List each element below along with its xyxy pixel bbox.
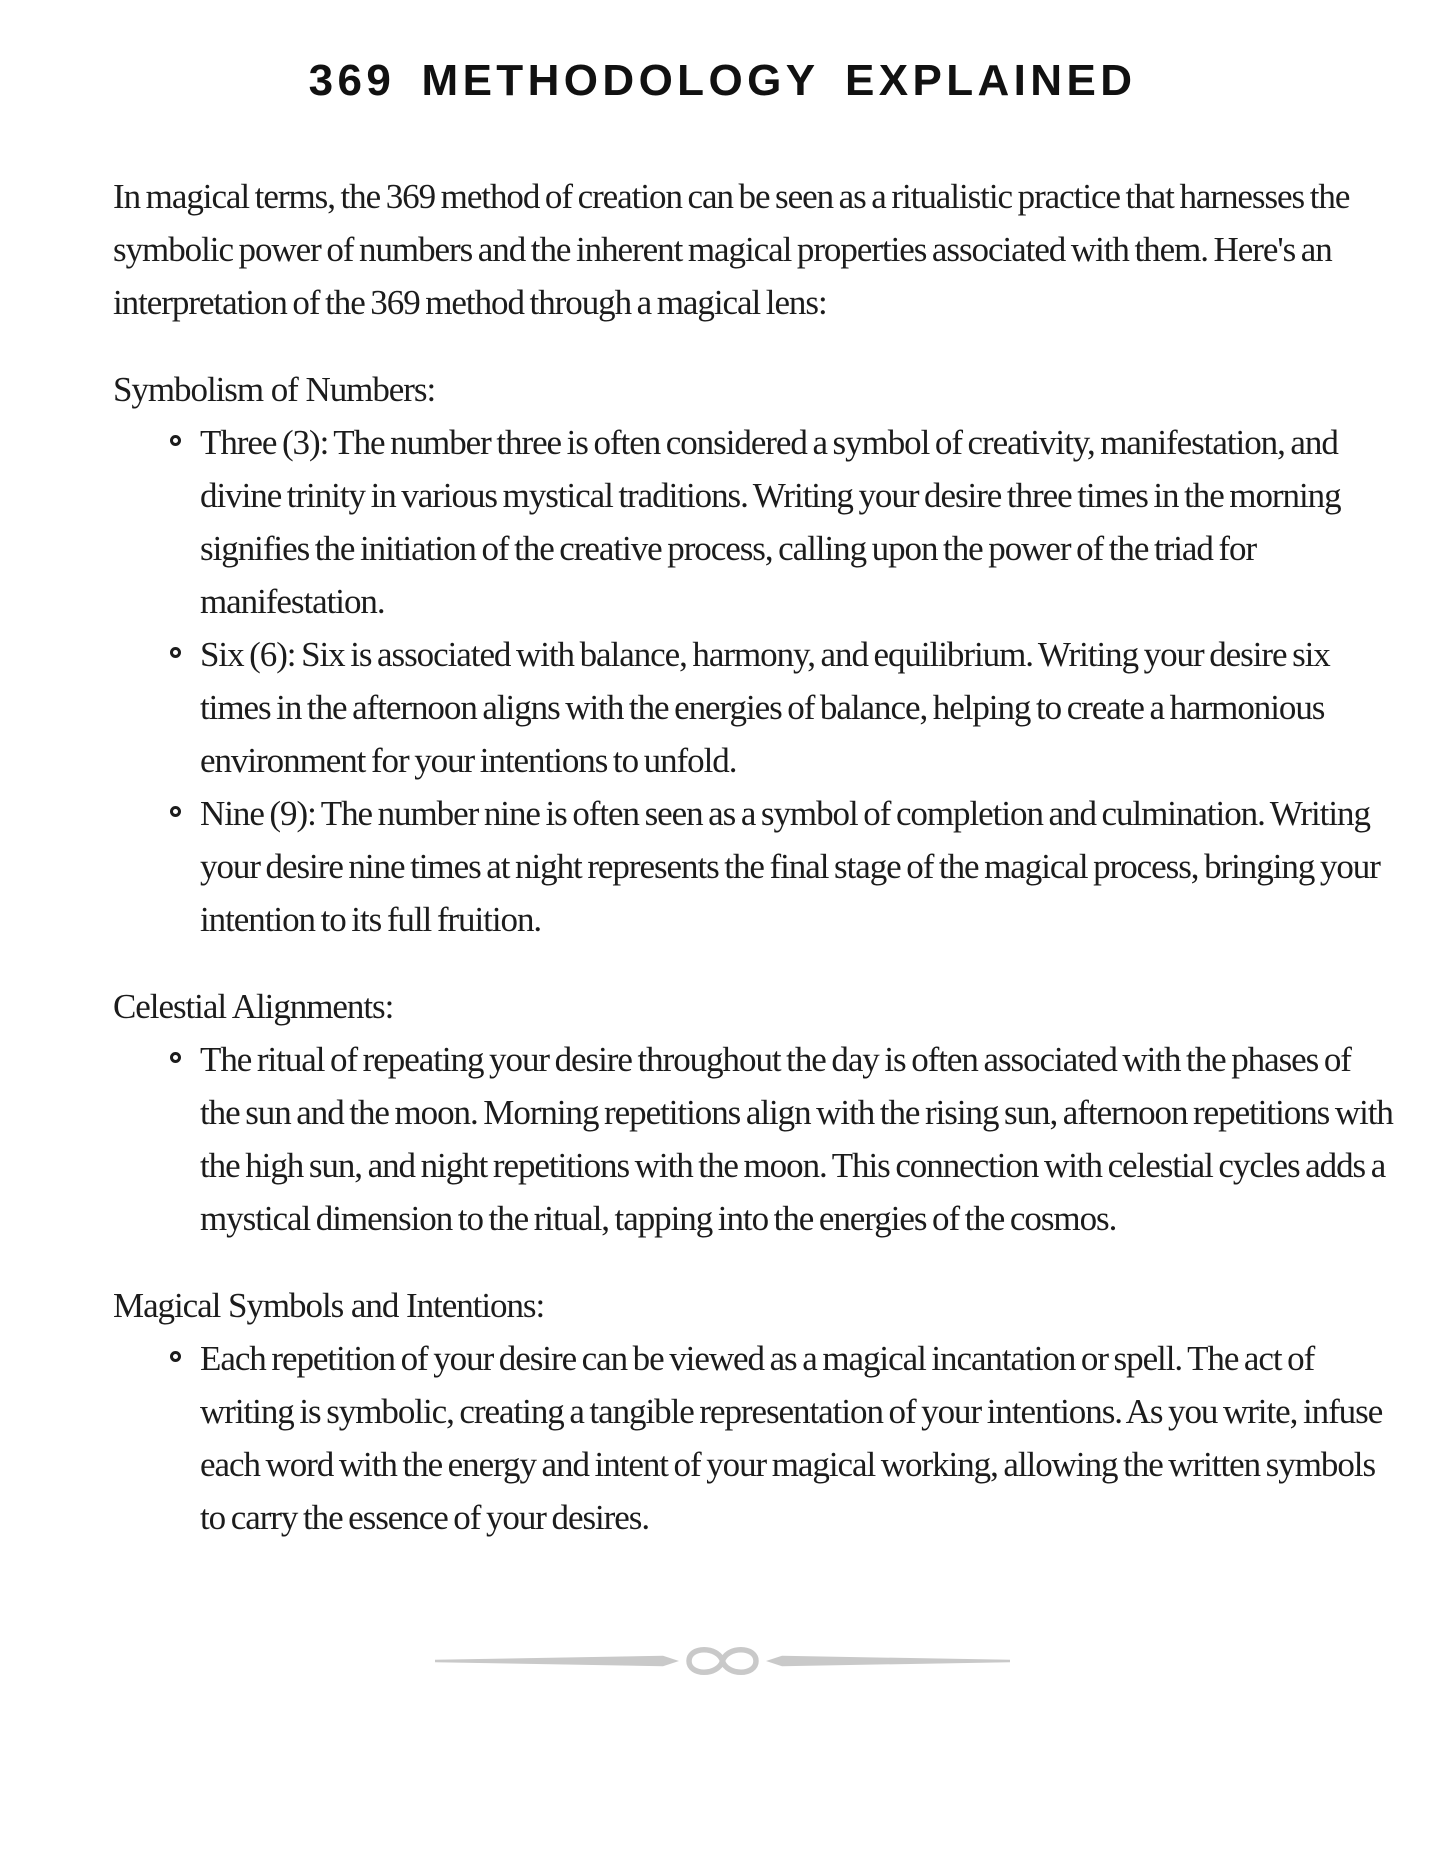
list-item <box>113 1033 1393 1245</box>
circle-bullet-icon <box>170 435 181 446</box>
infinity-flourish-icon <box>435 1639 1010 1683</box>
page-footer-divider <box>0 1639 1445 1683</box>
circle-bullet-icon <box>170 1351 181 1362</box>
document-header <box>0 0 1445 106</box>
list-item <box>113 787 1393 946</box>
list-item <box>113 416 1393 628</box>
bullet-list-symbolism <box>113 416 1393 946</box>
list-item-text: Each repetition of your desire can be viewed as a magical incantation or spell. The act of writing is symbolic, creating a tangible representation of your intentions. As you write, infuse each word with the energy and intent of your magical working, allowing the written symbols to carry the essence of your desires. <box>200 1339 1383 1537</box>
list-item-text: Three (3): The number three is often considered a symbol of creativity, manifestation, and divine trinity in various mystical traditions. Writing your desire three times in the morning signifies the initiation of the creative process, calling upon the power of the triad for manifestation. <box>200 423 1341 621</box>
circle-bullet-icon <box>170 1052 181 1063</box>
list-item-text: Six (6): Six is associated with balance, harmony, and equilibrium. Writing your desire six times in the afternoon aligns with the energies of balance, helping to create a harmonious environment for your intentions to unfold. <box>200 635 1330 780</box>
bullet-list-magical-symbols <box>113 1332 1393 1544</box>
document-body <box>0 170 1445 1544</box>
circle-bullet-icon <box>170 647 181 658</box>
list-item-text: The ritual of repeating your desire throughout the day is often associated with the phases of the sun and the moon. Morning repetitions align with the rising sun, afternoon repetitions with the high sun, and night repetitions with the moon. This connection with celestial cycles adds a mystical dimension to the ritual, tapping into the energies of the cosmos. <box>200 1040 1393 1238</box>
section-heading-symbolism: Symbolism of Numbers: <box>113 370 436 409</box>
page-title: 369 METHODOLOGY EXPLAINED <box>308 56 1137 105</box>
section-heading-celestial: Celestial Alignments: <box>113 987 394 1026</box>
list-item-text: Nine (9): The number nine is often seen as a symbol of completion and culmination. Writing your desire nine times at night represents the final stage of the magical process, bringing your intention to its full fruition. <box>200 794 1380 939</box>
intro-paragraph: In magical terms, the 369 method of creation can be seen as a ritualistic practice that harnesses the symbolic power of numbers and the inherent magical properties associated with them. Here's an interpretation of the 369 method through a magical lens: <box>113 177 1350 322</box>
list-item <box>113 628 1393 787</box>
circle-bullet-icon <box>170 806 181 817</box>
list-item <box>113 1332 1393 1544</box>
section-heading-magical-symbols: Magical Symbols and Intentions: <box>113 1286 545 1325</box>
bullet-list-celestial <box>113 1033 1393 1245</box>
